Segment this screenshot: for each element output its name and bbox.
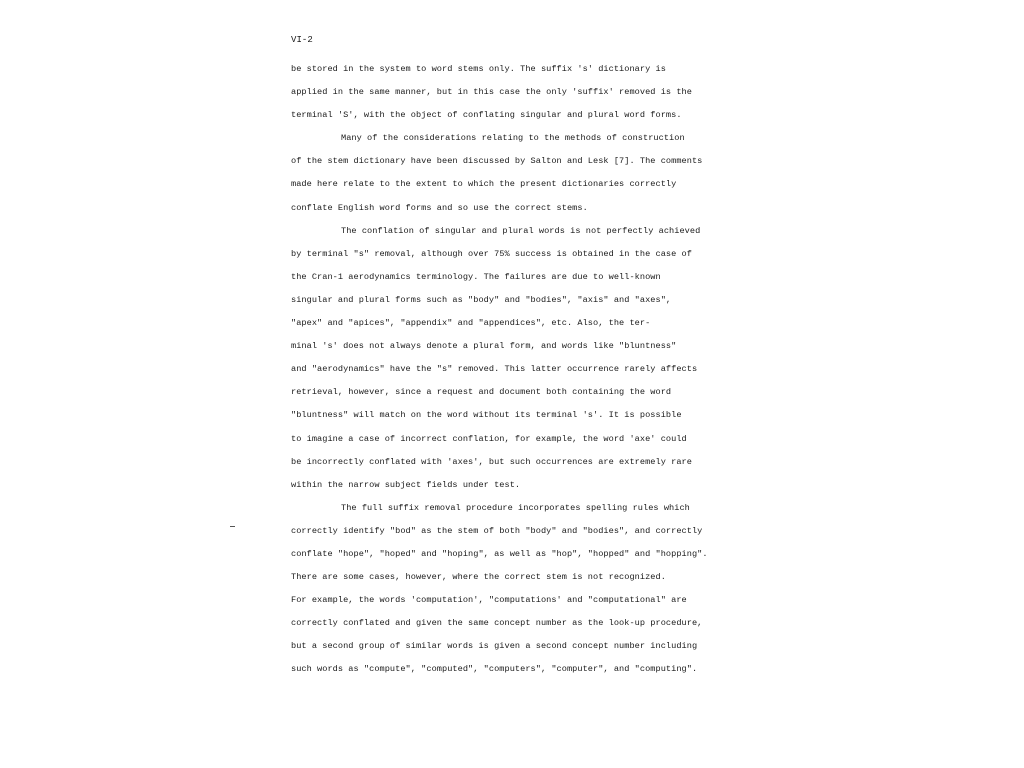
text-line: within the narrow subject fields under test. (291, 480, 521, 490)
text-line: of the stem dictionary have been discussed by Salton and Lesk [7]. The comments (291, 156, 703, 166)
text-line: "bluntness" will match on the word without its terminal 's'. It is possible (291, 410, 682, 420)
text-line: correctly conflated and given the same concept number as the look-up procedure, (291, 618, 703, 628)
text-line: such words as "compute", "computed", "computers", "computer", and "computing". (291, 664, 698, 674)
paragraph-start-line: The full suffix removal procedure incorporates spelling rules which (341, 503, 690, 513)
margin-mark (230, 526, 235, 527)
text-line: be stored in the system to word stems only. The suffix 's' dictionary is (291, 64, 666, 74)
text-line: the Cran-1 aerodynamics terminology. The failures are due to well-known (291, 272, 661, 282)
text-line: be incorrectly conflated with 'axes', but such occurrences are extremely rare (291, 457, 692, 467)
paragraph-start-line: Many of the considerations relating to the methods of construction (341, 133, 685, 143)
text-line: "apex" and "apices", "appendix" and "appendices", etc. Also, the ter- (291, 318, 651, 328)
text-line: to imagine a case of incorrect conflation, for example, the word 'axe' could (291, 434, 687, 444)
text-line: applied in the same manner, but in this case the only 'suffix' removed is the (291, 87, 692, 97)
text-line: and "aerodynamics" have the "s" removed. This latter occurrence rarely affects (291, 364, 698, 374)
text-line: There are some cases, however, where the correct stem is not recognized. (291, 572, 666, 582)
text-line: made here relate to the extent to which the present dictionaries correctly (291, 179, 677, 189)
text-line: by terminal "s" removal, although over 75% success is obtained in the case of (291, 249, 692, 259)
paragraph-start-line: The conflation of singular and plural words is not perfectly achieved (341, 226, 701, 236)
text-line: For example, the words 'computation', "computations' and "computational" are (291, 595, 687, 605)
text-line: singular and plural forms such as "body" and "bodies", "axis" and "axes", (291, 295, 672, 305)
text-line: minal 's' does not always denote a plural form, and words like "bluntness" (291, 341, 677, 351)
text-line: conflate English word forms and so use the correct stems. (291, 203, 588, 213)
text-line: terminal 'S', with the object of conflating singular and plural word forms. (291, 110, 682, 120)
text-line: but a second group of similar words is given a second concept number including (291, 641, 698, 651)
text-line: retrieval, however, since a request and document both containing the word (291, 387, 672, 397)
text-line: correctly identify "bod" as the stem of both "body" and "bodies", and correctly (291, 526, 703, 536)
text-line: conflate "hope", "hoped" and "hoping", as well as "hop", "hopped" and "hopping". (291, 549, 708, 559)
page-number: VI-2 (291, 35, 313, 45)
